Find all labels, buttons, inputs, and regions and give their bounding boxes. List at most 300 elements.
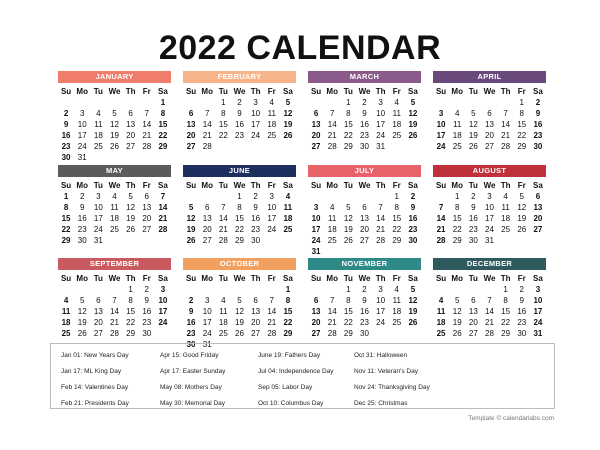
- day-cell: 13: [93, 307, 103, 316]
- day-cell: 2: [362, 285, 367, 294]
- day-cell: 2: [471, 192, 476, 201]
- day-cell: 12: [126, 203, 136, 212]
- month-header: JUNE: [183, 165, 296, 177]
- holiday-list: [50, 343, 555, 409]
- weekday-label: We: [358, 181, 371, 190]
- day-cell: 25: [452, 142, 462, 151]
- day-cell: 6: [96, 296, 101, 305]
- weekday-label: Su: [185, 274, 197, 283]
- day-cell: 9: [362, 109, 367, 118]
- day-cell: 14: [327, 120, 337, 129]
- day-cell: 23: [142, 318, 152, 327]
- weekday-label: Mo: [326, 181, 338, 190]
- day-cell: 21: [327, 131, 337, 140]
- day-cell: 11: [501, 203, 510, 212]
- day-cell: 3: [535, 285, 541, 294]
- day-cell: 16: [408, 214, 418, 223]
- day-cell: 25: [436, 329, 446, 338]
- weekday-label: Fr: [142, 181, 151, 190]
- empty-cell: [264, 284, 280, 295]
- day-cell: 14: [110, 307, 119, 316]
- day-cell: 3: [487, 192, 492, 201]
- day-cell: 7: [329, 109, 335, 118]
- day-cell: 23: [235, 131, 244, 140]
- empty-cell: [231, 284, 247, 295]
- day-cell: 13: [311, 307, 321, 316]
- day-cell: 6: [487, 109, 492, 118]
- day-cell: 2: [535, 98, 541, 107]
- day-cell: 16: [360, 120, 369, 129]
- day-cell: 16: [186, 318, 196, 327]
- day-cell: 11: [61, 307, 71, 316]
- day-cell: 3: [378, 98, 383, 107]
- day-cell: 14: [158, 203, 168, 212]
- day-cell: 5: [410, 98, 416, 107]
- weekday-label: Su: [435, 181, 447, 190]
- day-cell: 25: [283, 225, 293, 234]
- day-cell: 24: [93, 225, 103, 234]
- month-header: JANUARY: [58, 71, 171, 83]
- empty-cell: [215, 284, 231, 295]
- day-cell: 13: [142, 203, 152, 212]
- holiday-item: Apr 15: Good Friday: [160, 352, 219, 359]
- day-cell: 27: [485, 142, 494, 151]
- day-cell: 6: [313, 296, 319, 305]
- month-february: [183, 71, 296, 152]
- day-cell: 9: [535, 109, 541, 118]
- day-cell: 14: [485, 307, 494, 316]
- weekday-label: Th: [250, 181, 261, 190]
- day-cell: 7: [329, 296, 335, 305]
- weekday-label: Fr: [517, 87, 526, 96]
- day-cell: 12: [77, 307, 87, 316]
- weekday-label: We: [483, 274, 496, 283]
- day-cell: 8: [128, 296, 133, 305]
- day-cell: 29: [343, 329, 353, 338]
- empty-cell: [215, 191, 231, 202]
- day-cell: 16: [77, 214, 87, 223]
- day-cell: 21: [158, 214, 168, 223]
- day-cell: 24: [267, 225, 277, 234]
- weekday-label: Tu: [468, 274, 478, 283]
- day-cell: 15: [126, 307, 136, 316]
- day-cell: 24: [533, 318, 543, 327]
- day-cell: 24: [202, 329, 212, 338]
- day-cell: 21: [376, 225, 386, 234]
- day-cell: 17: [436, 131, 446, 140]
- day-cell: 3: [79, 109, 85, 118]
- day-cell: 31: [376, 142, 386, 151]
- weekday-label: Tu: [93, 274, 103, 283]
- day-cell: 9: [63, 120, 69, 129]
- holiday-item: Nov 24: Thanksgiving Day: [354, 384, 430, 391]
- day-cell: 7: [221, 203, 226, 212]
- day-cell: 20: [311, 318, 321, 327]
- day-cell: 4: [394, 98, 399, 107]
- weekday-label: Th: [125, 181, 136, 190]
- day-cell: 9: [144, 296, 149, 305]
- day-cell: 19: [186, 225, 196, 234]
- day-cell: 18: [452, 131, 462, 140]
- weekday-label: Tu: [93, 181, 103, 190]
- day-cell: 26: [408, 318, 418, 327]
- day-cell: 18: [392, 120, 402, 129]
- empty-cell: [433, 97, 449, 108]
- day-cell: 27: [126, 142, 136, 151]
- holiday-column: [160, 348, 225, 412]
- empty-cell: [433, 284, 449, 295]
- day-cell: 18: [392, 307, 402, 316]
- day-cell: 18: [61, 318, 71, 327]
- day-cell: 15: [235, 214, 244, 223]
- empty-cell: [449, 97, 465, 108]
- day-cell: 26: [468, 142, 478, 151]
- month-may: [58, 165, 171, 246]
- day-cell: 20: [93, 318, 103, 327]
- day-cell: 6: [313, 109, 319, 118]
- month-april: [433, 71, 546, 152]
- weekday-label: Su: [60, 181, 72, 190]
- empty-cell: [324, 97, 340, 108]
- day-cell: 2: [63, 109, 69, 118]
- day-cell: 3: [160, 285, 166, 294]
- empty-cell: [324, 191, 340, 202]
- day-cell: 17: [376, 120, 386, 129]
- day-cell: 1: [128, 285, 133, 294]
- day-cell: 30: [468, 236, 478, 245]
- day-cell: 27: [186, 142, 196, 151]
- day-cell: 10: [93, 203, 103, 212]
- day-cell: 5: [410, 285, 416, 294]
- day-cell: 18: [501, 214, 511, 223]
- day-cell: 19: [283, 120, 293, 129]
- day-cell: 15: [158, 120, 168, 129]
- weekday-label: We: [358, 274, 371, 283]
- day-cell: 19: [517, 214, 527, 223]
- day-cell: 3: [253, 98, 258, 107]
- day-cell: 6: [471, 296, 476, 305]
- day-cell: 6: [188, 109, 194, 118]
- day-cell: 21: [110, 318, 119, 327]
- day-cell: 3: [269, 192, 274, 201]
- holiday-item: June 19: Fathers Day: [258, 352, 321, 359]
- day-cell: 10: [267, 203, 277, 212]
- empty-cell: [324, 284, 340, 295]
- day-cell: 21: [501, 131, 511, 140]
- day-grid: [58, 180, 171, 246]
- day-cell: 2: [362, 98, 367, 107]
- day-cell: 26: [408, 131, 418, 140]
- day-cell: 7: [112, 296, 117, 305]
- day-cell: 11: [110, 203, 119, 212]
- page-title: 2022 CALENDAR: [158, 29, 442, 67]
- weekday-label: Fr: [142, 274, 151, 283]
- day-cell: 1: [394, 192, 399, 201]
- empty-cell: [340, 191, 356, 202]
- day-cell: 17: [485, 214, 494, 223]
- holiday-column: [61, 348, 129, 412]
- day-cell: 26: [283, 131, 293, 140]
- holiday-item: Oct 31: Halloween: [354, 352, 408, 359]
- day-cell: 19: [235, 318, 244, 327]
- day-cell: 27: [360, 236, 369, 245]
- empty-cell: [183, 284, 199, 295]
- day-cell: 25: [392, 131, 402, 140]
- day-cell: 8: [454, 203, 460, 212]
- day-cell: 31: [533, 329, 543, 338]
- day-cell: 3: [313, 203, 319, 212]
- day-cell: 5: [128, 192, 133, 201]
- empty-cell: [58, 284, 74, 295]
- day-cell: 8: [346, 109, 351, 118]
- day-cell: 6: [362, 203, 367, 212]
- day-cell: 14: [376, 214, 386, 223]
- day-cell: 22: [235, 225, 244, 234]
- empty-cell: [449, 284, 465, 295]
- day-cell: 26: [517, 225, 527, 234]
- day-cell: 10: [202, 307, 212, 316]
- day-cell: 30: [186, 340, 196, 349]
- day-cell: 23: [468, 225, 478, 234]
- month-december: [433, 258, 546, 339]
- day-cell: 29: [61, 236, 71, 245]
- day-cell: 11: [392, 109, 401, 118]
- holiday-item: Feb 21: Presidents Day: [61, 400, 129, 407]
- day-cell: 17: [311, 225, 321, 234]
- weekday-label: Mo: [76, 274, 88, 283]
- day-cell: 1: [519, 98, 524, 107]
- weekday-label: Sa: [533, 87, 543, 96]
- day-cell: 20: [311, 131, 321, 140]
- day-cell: 30: [360, 142, 369, 151]
- weekday-label: Th: [125, 87, 136, 96]
- day-cell: 15: [501, 307, 511, 316]
- weekday-label: Fr: [267, 181, 276, 190]
- day-cell: 21: [218, 225, 228, 234]
- weekday-label: Tu: [343, 274, 353, 283]
- day-cell: 2: [144, 285, 149, 294]
- weekday-label: We: [108, 87, 121, 96]
- weekday-label: Sa: [408, 87, 418, 96]
- weekday-label: Tu: [468, 87, 478, 96]
- weekday-label: Fr: [517, 274, 526, 283]
- day-cell: 4: [329, 203, 335, 212]
- day-cell: 24: [251, 131, 261, 140]
- weekday-label: Tu: [343, 87, 353, 96]
- day-cell: 12: [235, 307, 244, 316]
- day-cell: 5: [237, 296, 242, 305]
- day-cell: 23: [360, 318, 369, 327]
- day-cell: 29: [126, 329, 136, 338]
- day-grid: [308, 273, 421, 339]
- empty-cell: [123, 97, 139, 108]
- day-cell: 30: [142, 329, 152, 338]
- day-cell: 3: [438, 109, 444, 118]
- empty-cell: [465, 284, 481, 295]
- day-cell: 1: [346, 98, 351, 107]
- day-cell: 9: [79, 203, 85, 212]
- day-cell: 13: [533, 203, 543, 212]
- day-cell: 5: [471, 109, 476, 118]
- day-cell: 2: [188, 296, 194, 305]
- day-cell: 31: [485, 236, 494, 245]
- day-cell: 10: [158, 296, 168, 305]
- day-cell: 2: [79, 192, 85, 201]
- day-cell: 22: [392, 225, 402, 234]
- day-cell: 12: [283, 109, 293, 118]
- day-cell: 15: [343, 307, 353, 316]
- weekday-label: Th: [250, 87, 261, 96]
- day-cell: 19: [77, 318, 87, 327]
- day-cell: 8: [237, 203, 242, 212]
- month-header: SEPTEMBER: [58, 258, 171, 270]
- template-credit: Template © calendarlabs.com: [468, 415, 554, 422]
- day-cell: 16: [360, 307, 369, 316]
- day-cell: 20: [533, 214, 543, 223]
- holiday-item: Sep 05: Labor Day: [258, 384, 313, 391]
- day-cell: 28: [158, 225, 168, 234]
- day-cell: 28: [501, 142, 511, 151]
- day-cell: 28: [485, 329, 494, 338]
- month-header: MARCH: [308, 71, 421, 83]
- day-cell: 26: [186, 236, 196, 245]
- day-cell: 16: [533, 120, 543, 129]
- day-cell: 8: [346, 296, 351, 305]
- month-header: JULY: [308, 165, 421, 177]
- month-march: [308, 71, 421, 152]
- day-cell: 17: [158, 307, 168, 316]
- day-cell: 12: [110, 120, 119, 129]
- day-cell: 30: [517, 329, 527, 338]
- weekday-label: Tu: [343, 181, 353, 190]
- holiday-item: Jul 04: Independence Day: [258, 368, 334, 375]
- weekday-label: Mo: [451, 87, 463, 96]
- empty-cell: [308, 97, 324, 108]
- day-cell: 4: [285, 192, 291, 201]
- day-cell: 13: [202, 214, 212, 223]
- day-cell: 28: [327, 329, 337, 338]
- month-header: APRIL: [433, 71, 546, 83]
- day-cell: 15: [61, 214, 71, 223]
- day-cell: 31: [77, 153, 87, 162]
- day-cell: 29: [235, 236, 244, 245]
- day-cell: 1: [160, 98, 166, 107]
- empty-cell: [58, 97, 74, 108]
- day-cell: 24: [376, 131, 386, 140]
- day-cell: 2: [410, 192, 416, 201]
- day-cell: 20: [360, 225, 369, 234]
- day-cell: 22: [517, 131, 527, 140]
- day-cell: 23: [360, 131, 369, 140]
- day-cell: 30: [408, 236, 418, 245]
- day-cell: 16: [142, 307, 152, 316]
- day-cell: 23: [61, 142, 71, 151]
- day-cell: 21: [267, 318, 277, 327]
- day-cell: 26: [126, 225, 136, 234]
- day-cell: 9: [519, 296, 524, 305]
- day-cell: 7: [487, 296, 492, 305]
- day-cell: 10: [436, 120, 446, 129]
- weekday-label: Th: [250, 274, 261, 283]
- day-cell: 10: [251, 109, 261, 118]
- day-cell: 19: [408, 120, 418, 129]
- month-july: [308, 165, 421, 257]
- day-cell: 9: [237, 109, 242, 118]
- weekday-label: Sa: [158, 181, 168, 190]
- weekday-label: Th: [375, 181, 386, 190]
- day-cell: 7: [269, 296, 274, 305]
- day-cell: 31: [93, 236, 103, 245]
- day-grid: [183, 180, 296, 246]
- weekday-label: Mo: [451, 274, 463, 283]
- weekday-label: Mo: [201, 87, 213, 96]
- day-cell: 29: [343, 142, 353, 151]
- day-cell: 6: [253, 296, 258, 305]
- day-cell: 25: [327, 236, 337, 245]
- day-grid: [58, 273, 171, 339]
- weekday-label: Su: [185, 181, 197, 190]
- day-grid: [433, 180, 546, 246]
- weekday-label: Mo: [326, 87, 338, 96]
- day-cell: 1: [237, 192, 242, 201]
- month-header: DECEMBER: [433, 258, 546, 270]
- day-cell: 17: [202, 318, 212, 327]
- day-cell: 11: [453, 120, 462, 129]
- weekday-label: Su: [435, 87, 447, 96]
- day-cell: 12: [408, 109, 418, 118]
- empty-cell: [356, 191, 372, 202]
- weekday-label: Fr: [517, 181, 526, 190]
- day-cell: 7: [438, 203, 444, 212]
- empty-cell: [248, 284, 264, 295]
- day-cell: 4: [63, 296, 69, 305]
- day-cell: 14: [267, 307, 277, 316]
- weekday-label: Fr: [392, 87, 401, 96]
- day-cell: 18: [327, 225, 337, 234]
- day-cell: 26: [343, 236, 353, 245]
- day-cell: 30: [360, 329, 369, 338]
- month-november: [308, 258, 421, 339]
- weekday-label: Sa: [283, 87, 293, 96]
- day-cell: 2: [237, 98, 242, 107]
- empty-cell: [465, 97, 481, 108]
- weekday-label: Th: [375, 87, 386, 96]
- weekday-label: Mo: [76, 87, 88, 96]
- weekday-label: Sa: [533, 181, 543, 190]
- day-cell: 7: [144, 109, 149, 118]
- day-cell: 20: [485, 131, 494, 140]
- day-cell: 8: [160, 109, 166, 118]
- day-cell: 1: [285, 285, 291, 294]
- day-cell: 27: [251, 329, 261, 338]
- day-cell: 18: [267, 120, 277, 129]
- day-cell: 10: [77, 120, 87, 129]
- day-cell: 29: [158, 142, 168, 151]
- holiday-item: Jan 01: New Years Day: [61, 352, 129, 359]
- weekday-label: Sa: [158, 87, 168, 96]
- day-cell: 1: [346, 285, 351, 294]
- empty-cell: [308, 191, 324, 202]
- holiday-item: Dec 25: Christmas: [354, 400, 408, 407]
- weekday-label: Th: [375, 274, 386, 283]
- day-cell: 12: [343, 214, 353, 223]
- day-cell: 17: [251, 120, 261, 129]
- empty-cell: [90, 97, 106, 108]
- day-cell: 19: [468, 131, 478, 140]
- day-cell: 4: [269, 98, 274, 107]
- day-cell: 22: [158, 131, 168, 140]
- day-cell: 3: [378, 285, 383, 294]
